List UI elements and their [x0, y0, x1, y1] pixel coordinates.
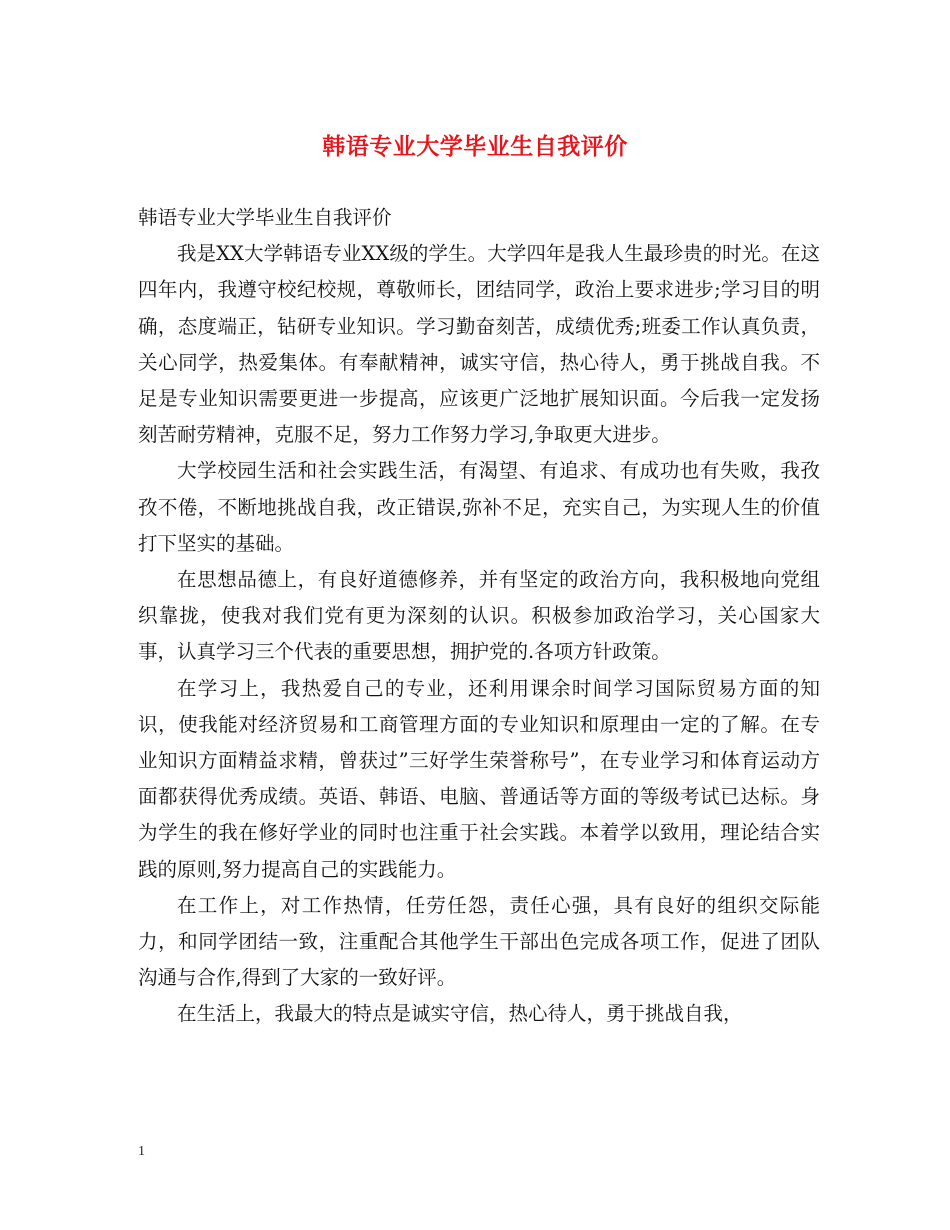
- document-body: [138, 200, 820, 1033]
- paragraph-life: 在生活上，我最大的特点是诚实守信，热心待人，勇于挑战自我，: [177, 1002, 743, 1026]
- paragraph-ideology: 在思想品德上，有良好道德修养，并有坚定的政治方向，我积极地向党组织靠拢，使我对我们党有更为深刻的认识。积极参加政治学习，关心国家大事，认真学习三个代表的重要思想，拥护党的.各项方针政策。: [138, 568, 820, 664]
- document-title: 韩语专业大学毕业生自我评价: [322, 134, 628, 160]
- paragraph-work: 在工作上，对工作热情，任劳任怨，责任心强，具有良好的组织交际能力，和同学团结一致，注重配合其他学生干部出色完成各项工作，促进了团队沟通与合作,得到了大家的一致好评。: [138, 893, 820, 990]
- page-number: 1: [138, 1144, 145, 1159]
- paragraph-intro: 我是XX大学韩语专业XX级的学生。大学四年是我人生最珍贵的时光。在这四年内，我遵守校纪校规，尊敬师长，团结同学，政治上要求进步;学习目的明确，态度端正，钻研专业知识。学习勤奋刻苦，成绩优秀;班委工作认真负责，关心同学，热爱集体。有奉献精神，诚实守信，热心待人，勇于挑战自我。不足是专业知识需要更进一步提高，应该更广泛地扩展知识面。今后我一定发扬刻苦耐劳精神，克服不足，努力工作努力学习,争取更大进步。: [138, 242, 820, 447]
- paragraph-study: 在学习上，我热爱自己的专业，还利用课余时间学习国际贸易方面的知识，使我能对经济贸易和工商管理方面的专业知识和原理由一定的了解。在专业知识方面精益求精，曾获过”三好学生荣誉称号”，在专业学习和体育运动方面都获得优秀成绩。英语、韩语、电脑、普通话等方面的等级考试已达标。身为学生的我在修好学业的同时也注重于社会实践。本着学以致用，理论结合实践的原则,努力提高自己的实践能力。: [138, 676, 820, 881]
- document-subtitle: 韩语专业大学毕业生自我评价: [138, 206, 392, 229]
- paragraph-campus-life: 大学校园生活和社会实践生活，有渴望、有追求、有成功也有失败，我孜孜不倦，不断地挑战自我，改正错误,弥补不足，充实自己，为实现人生的价值打下坚实的基础。: [138, 459, 820, 555]
